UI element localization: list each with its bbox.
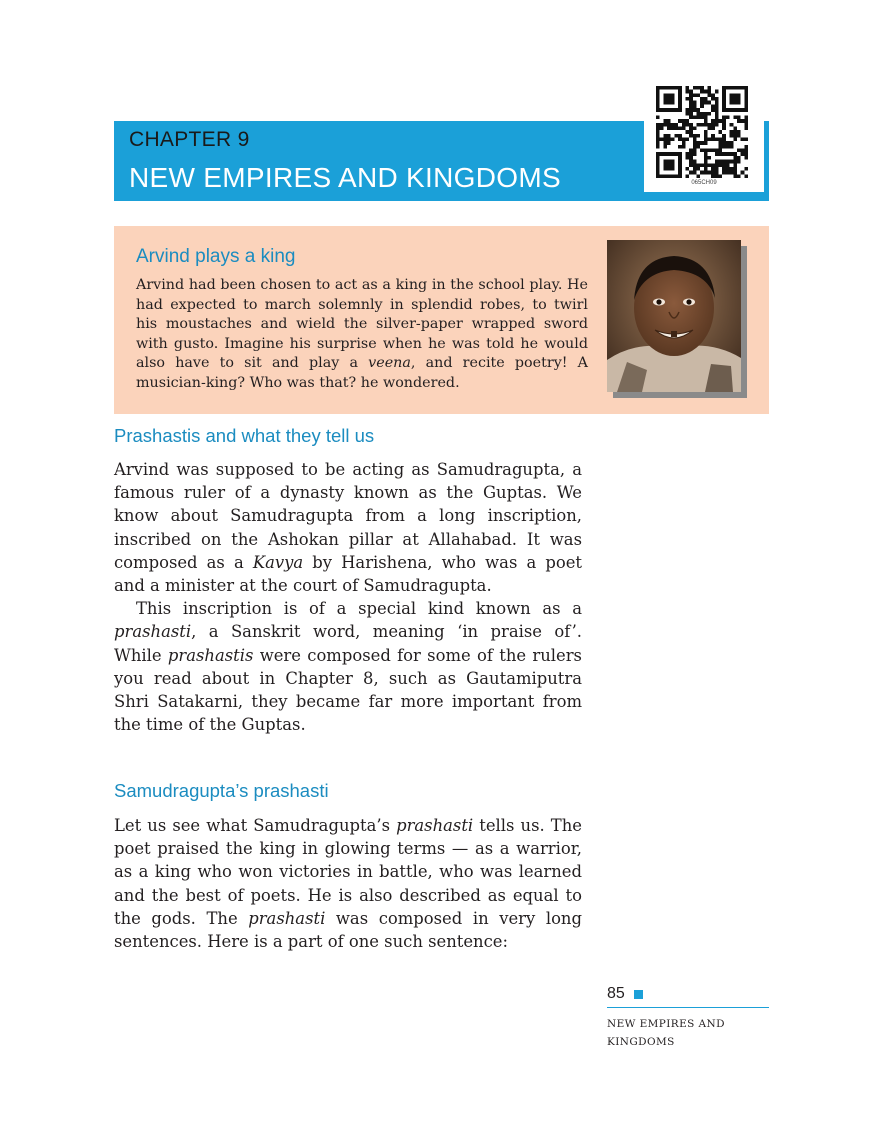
intro-text: Arvind had been chosen to act as a king in the school play. He had expected to march solemnly in splendid robes, to twirl his moustaches and wield the silver-paper wrapped sword with gusto. Imagine his surprise when he was told he would also have to sit and play a veena, and recite poetry! A musician-king? Who was that? he wondered. xyxy=(136,277,588,391)
chapter-title: NEW EMPIRES AND KINGDOMS xyxy=(129,162,561,193)
section-body-samudragupta-prashasti xyxy=(114,814,582,953)
paragraph: This inscription is of a special kind known as a prashasti, a Sanskrit word, meaning ‘in praise of’. While prashastis were composed for some of the rulers you read about in Chapter 8, such as Gautamiputra Shri Satakarni, they became far more important from the time of the Guptas. xyxy=(114,599,582,735)
section-heading-samudragupta-prashasti: Samudragupta’s prashasti xyxy=(114,780,329,801)
page-marker-square xyxy=(634,990,643,999)
section-body-prashastis xyxy=(114,458,582,736)
boy-photo xyxy=(607,240,741,392)
qr-code-id: 065CH09 xyxy=(691,180,717,186)
paragraph: Let us see what Samudragupta’s prashasti tells us. The poet praised the king in glowing terms — as a warrior, as a king who won victories in battle, who was learned and the best of poets. He is also described as equal to the gods. The prashasti was composed in very long sentences. Here is a part of one such sentence: xyxy=(114,816,582,952)
paragraph: Arvind was supposed to be acting as Samudragupta, a famous ruler of a dynasty known as the Guptas. We know about Samudragupta from a long inscription, inscribed on the Ashokan pillar at Allahabad. It was composed as a Kavya by Harishena, who was a poet and a minister at the court of Samudragupta. xyxy=(114,460,582,596)
qr-code-box xyxy=(644,80,764,192)
intro-heading: Arvind plays a king xyxy=(136,246,296,267)
footer-running-title: NEW EMPIRES AND KINGDOMS xyxy=(607,1018,725,1048)
chapter-label: CHAPTER 9 xyxy=(129,128,250,151)
qr-code-icon xyxy=(656,86,748,178)
footer-rule xyxy=(607,1007,769,1008)
section-heading-prashastis: Prashastis and what they tell us xyxy=(114,425,375,446)
page-number: 85 xyxy=(607,985,625,1002)
